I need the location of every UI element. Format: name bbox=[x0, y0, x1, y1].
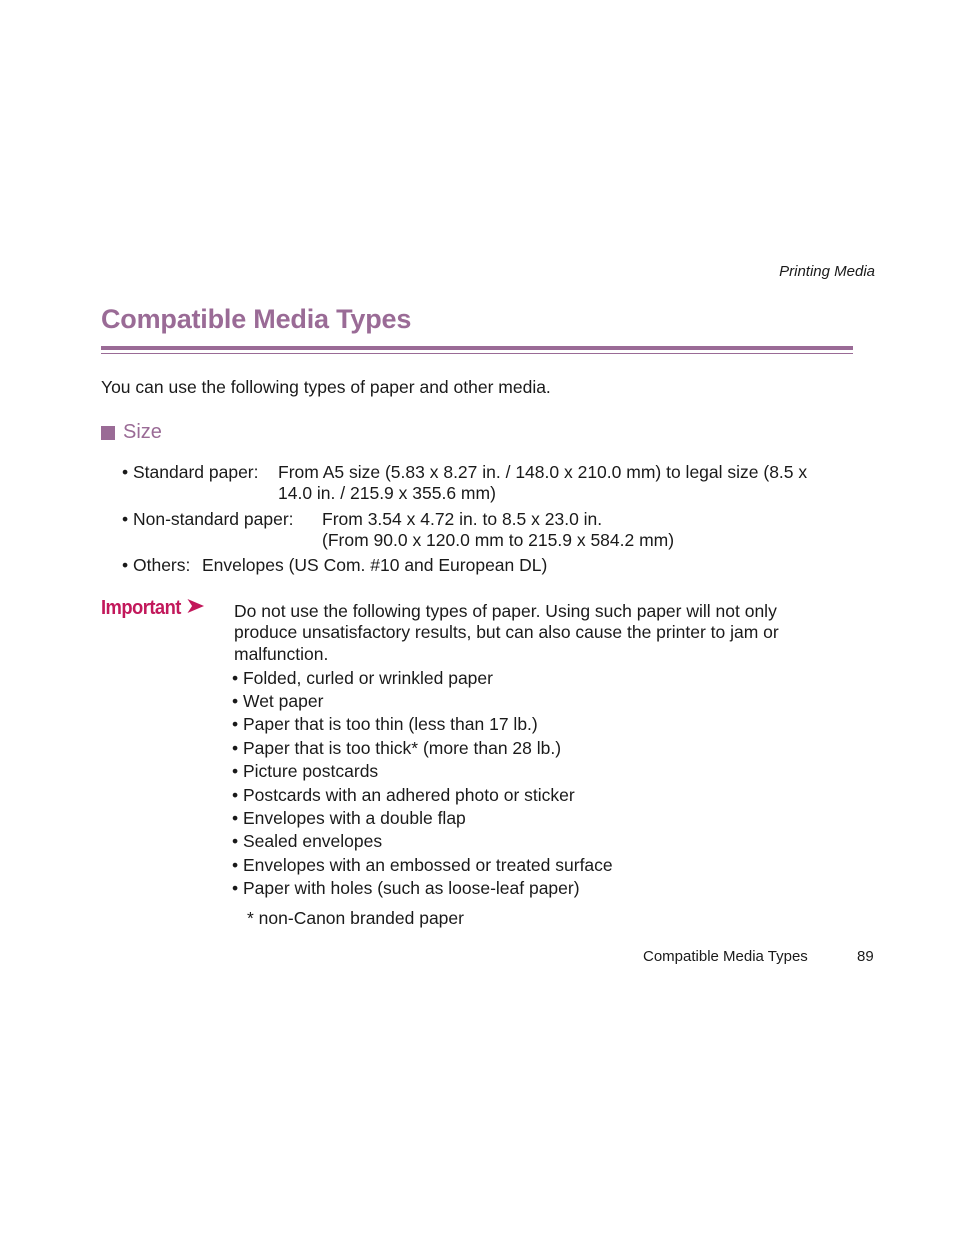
list-item: • Paper with holes (such as loose-leaf paper) bbox=[232, 878, 580, 898]
important-paragraph: produce unsatisfactory results, but can also cause the printer to jam or bbox=[234, 622, 779, 642]
list-item: • Envelopes with a double flap bbox=[232, 808, 466, 828]
important-paragraph: Do not use the following types of paper. Using such paper will not only bbox=[234, 601, 777, 621]
page-title: Compatible Media Types bbox=[101, 304, 412, 334]
size-item-text: From 3.54 x 4.72 in. to 8.5 x 23.0 in. bbox=[322, 509, 603, 529]
size-item-label: • Standard paper: bbox=[122, 462, 259, 482]
important-text: Important bbox=[101, 597, 181, 619]
list-item: • Paper that is too thick* (more than 28 lb.) bbox=[232, 738, 562, 758]
running-header: Printing Media bbox=[779, 263, 875, 280]
list-item: • Sealed envelopes bbox=[232, 831, 383, 851]
title-rule-thick bbox=[101, 346, 853, 350]
list-item: • Postcards with an adhered photo or sticker bbox=[232, 785, 575, 805]
page-number: 89 bbox=[857, 948, 874, 965]
size-item-text: Envelopes (US Com. #10 and European DL) bbox=[202, 555, 548, 575]
size-item-text: (From 90.0 x 120.0 mm to 215.9 x 584.2 mm) bbox=[322, 530, 675, 550]
size-item-label: • Others: bbox=[122, 555, 191, 575]
important-label bbox=[101, 597, 205, 620]
list-item: • Folded, curled or wrinkled paper bbox=[232, 668, 493, 688]
square-bullet-icon bbox=[101, 426, 115, 440]
intro-text: You can use the following types of paper and other media. bbox=[101, 377, 551, 397]
arrow-right-icon bbox=[186, 597, 204, 620]
size-item-text: 14.0 in. / 215.9 x 355.6 mm) bbox=[278, 483, 496, 503]
size-heading bbox=[101, 421, 162, 444]
title-rule-thin bbox=[101, 353, 853, 354]
list-item: • Paper that is too thin (less than 17 lb.) bbox=[232, 714, 538, 734]
footer-title: Compatible Media Types bbox=[643, 948, 808, 965]
list-item: • Envelopes with an embossed or treated surface bbox=[232, 855, 613, 875]
list-item: • Wet paper bbox=[232, 691, 324, 711]
list-item: • Picture postcards bbox=[232, 761, 379, 781]
important-paragraph: malfunction. bbox=[234, 644, 329, 664]
size-item-label: • Non-standard paper: bbox=[122, 509, 294, 529]
footnote: * non-Canon branded paper bbox=[247, 908, 464, 928]
size-item-text: From A5 size (5.83 x 8.27 in. / 148.0 x 210.0 mm) to legal size (8.5 x bbox=[278, 462, 808, 482]
size-heading-label: Size bbox=[123, 421, 162, 443]
